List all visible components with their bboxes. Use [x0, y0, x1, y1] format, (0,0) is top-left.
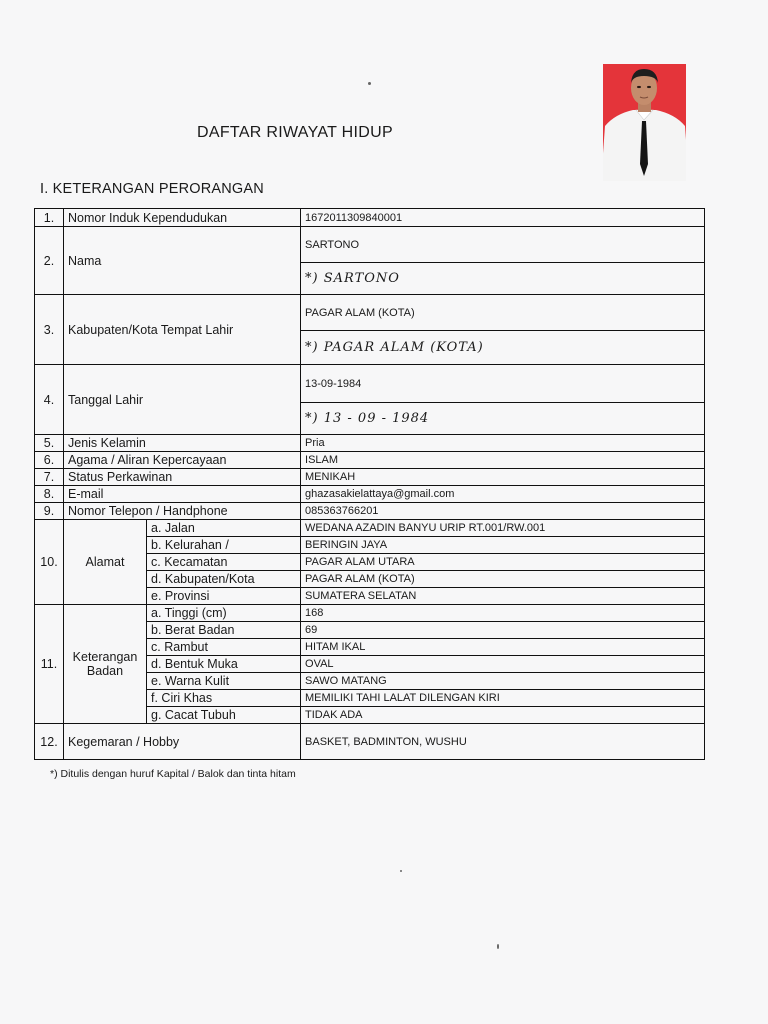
sub-label: f. Ciri Khas: [147, 690, 301, 707]
section-title: I. KETERANGAN PERORANGAN: [40, 181, 264, 197]
field-label: Keterangan Badan: [64, 605, 147, 724]
field-value: BASKET, BADMINTON, WUSHU: [301, 724, 705, 760]
row-number: 11.: [35, 605, 64, 724]
row-tanggal-lahir: [35, 365, 705, 403]
row-number: 9.: [35, 503, 64, 520]
footnote: *) Ditulis dengan huruf Kapital / Balok dan tinta hitam: [50, 768, 296, 780]
handwritten-value: *) SARTONO: [301, 263, 705, 295]
field-label: E-mail: [64, 486, 301, 503]
row-alamat: [35, 520, 705, 537]
field-value: 1672011309840001: [301, 209, 705, 227]
row-status-perkawinan: [35, 469, 705, 486]
row-nama: [35, 227, 705, 263]
field-label: Jenis Kelamin: [64, 435, 301, 452]
row-number: 6.: [35, 452, 64, 469]
portrait-icon: [603, 64, 686, 181]
field-value: MEMILIKI TAHI LALAT DILENGAN KIRI: [301, 690, 705, 707]
field-label: Kabupaten/Kota Tempat Lahir: [64, 295, 301, 365]
row-number: 1.: [35, 209, 64, 227]
sub-label: a. Jalan: [147, 520, 301, 537]
row-jenis-kelamin: [35, 435, 705, 452]
field-value: MENIKAH: [301, 469, 705, 486]
field-value: OVAL: [301, 656, 705, 673]
field-value: SAWO MATANG: [301, 673, 705, 690]
field-value: SARTONO: [301, 227, 705, 263]
sub-label: c. Rambut: [147, 639, 301, 656]
row-hobby: [35, 724, 705, 760]
sub-label: b. Berat Badan: [147, 622, 301, 639]
row-keterangan-badan: [35, 605, 705, 622]
field-value: BERINGIN JAYA: [301, 537, 705, 554]
row-nik: [35, 209, 705, 227]
row-number: 5.: [35, 435, 64, 452]
row-tempat-lahir: [35, 295, 705, 331]
sub-label: e. Provinsi: [147, 588, 301, 605]
handwritten-value: *) PAGAR ALAM (KOTA): [301, 331, 705, 365]
sub-label: a. Tinggi (cm): [147, 605, 301, 622]
row-number: 3.: [35, 295, 64, 365]
sub-label: c. Kecamatan: [147, 554, 301, 571]
field-value: 085363766201: [301, 503, 705, 520]
field-label: Tanggal Lahir: [64, 365, 301, 435]
field-label: Nomor Induk Kependudukan: [64, 209, 301, 227]
scan-speck: [368, 82, 371, 85]
row-email: [35, 486, 705, 503]
handwritten-value: *) 13 - 09 - 1984: [301, 403, 705, 435]
row-number: 4.: [35, 365, 64, 435]
field-label: Status Perkawinan: [64, 469, 301, 486]
sub-label: g. Cacat Tubuh: [147, 707, 301, 724]
field-value: 69: [301, 622, 705, 639]
field-label: Kegemaran / Hobby: [64, 724, 301, 760]
field-value: PAGAR ALAM (KOTA): [301, 295, 705, 331]
personal-info-table: [34, 208, 705, 760]
row-number: 7.: [35, 469, 64, 486]
row-agama: [35, 452, 705, 469]
field-value: ISLAM: [301, 452, 705, 469]
sub-label: b. Kelurahan /: [147, 537, 301, 554]
scan-speck: [497, 944, 499, 949]
field-label: Agama / Aliran Kepercayaan: [64, 452, 301, 469]
sub-label: e. Warna Kulit: [147, 673, 301, 690]
field-value: TIDAK ADA: [301, 707, 705, 724]
field-value: 13-09-1984: [301, 365, 705, 403]
row-number: 12.: [35, 724, 64, 760]
row-number: 10.: [35, 520, 64, 605]
document-title: DAFTAR RIWAYAT HIDUP: [197, 124, 393, 141]
row-number: 8.: [35, 486, 64, 503]
sub-label: d. Bentuk Muka: [147, 656, 301, 673]
row-telepon: [35, 503, 705, 520]
field-value: PAGAR ALAM UTARA: [301, 554, 705, 571]
scan-speck: [400, 870, 402, 872]
field-label: Nomor Telepon / Handphone: [64, 503, 301, 520]
field-value: ghazasakielattaya@gmail.com: [301, 486, 705, 503]
field-value: SUMATERA SELATAN: [301, 588, 705, 605]
field-label: Nama: [64, 227, 301, 295]
sub-label: d. Kabupaten/Kota: [147, 571, 301, 588]
field-value: HITAM IKAL: [301, 639, 705, 656]
row-number: 2.: [35, 227, 64, 295]
field-value: WEDANA AZADIN BANYU URIP RT.001/RW.001: [301, 520, 705, 537]
field-label: Alamat: [64, 520, 147, 605]
field-value: PAGAR ALAM (KOTA): [301, 571, 705, 588]
portrait-photo: [603, 64, 686, 181]
field-value: 168: [301, 605, 705, 622]
field-value: Pria: [301, 435, 705, 452]
